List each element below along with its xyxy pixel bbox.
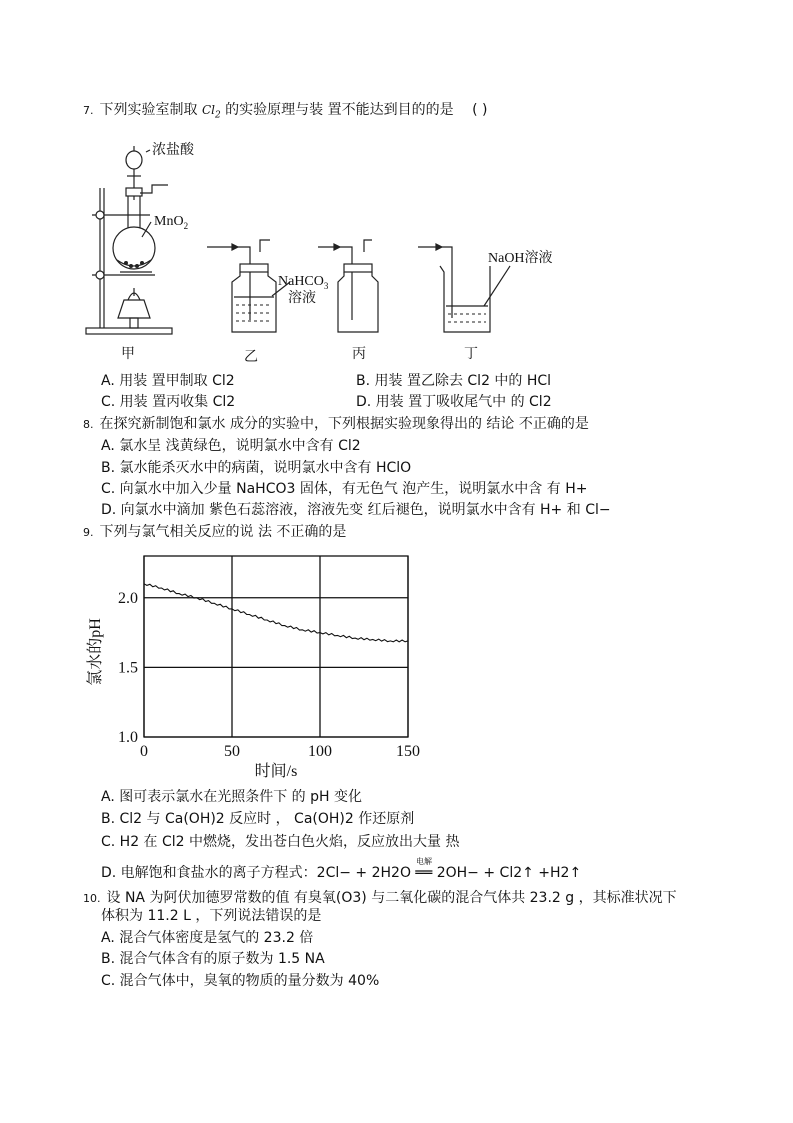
q9-option-a: A. 图可表示氯水在光照条件下 的 pH 变化 (101, 789, 362, 805)
chart-y-tick-label: 2.0 (118, 589, 138, 607)
q10-stem-line1 (83, 889, 677, 908)
q8-option-a: A. 氯水呈 浅黄绿色，说明氯水中含有 Cl2 (101, 438, 361, 454)
label-solution: 溶液 (288, 291, 316, 306)
label-yi: 乙 (244, 350, 258, 365)
label-bing: 丙 (352, 347, 366, 362)
q7-stem-part1: 下列实验室制取 (99, 102, 198, 118)
chart-x-tick-label: 100 (308, 743, 332, 760)
q8-stem (83, 415, 589, 434)
q8-option-d: D. 向氯水中滴加 紫色石蕊溶液，溶液先变 红后褪色，说明氯水中含有 H+ 和 Cl− (101, 502, 611, 518)
chart-y-tick-label: 1.5 (118, 659, 138, 677)
q7-stem-cl2: $Cl_2$ (201, 103, 221, 121)
label-naoh: NaOH溶液 (488, 251, 553, 266)
q9-stem (83, 523, 346, 542)
label-nahco3: NaHCO$_3$ (278, 274, 329, 291)
chart-x-tick-label: 50 (224, 743, 240, 760)
electrolysis-label: 电解 (416, 857, 432, 866)
q7-stem-part2: 的实验原理与装 置不能达到目的的是 (225, 102, 454, 118)
chart-x-tick-label: 0 (140, 743, 148, 760)
q9-stem-text: 下列与氯气相关反应的说 法 不正确的是 (99, 524, 347, 540)
q7-option-d: D. 用装 置丁吸收尾气中 的 Cl2 (356, 394, 552, 410)
q10-stem-line2: 体积为 11.2 L ，下列说法错误的是 (101, 908, 322, 924)
q8-option-b: B. 氯水能杀灭水中的病菌，说明氯水中含有 HClO (101, 460, 412, 476)
label-jia: 甲 (121, 347, 135, 362)
q10-option-a: A. 混合气体密度是氢气的 23.2 倍 (101, 930, 314, 946)
label-conc-hcl: 浓盐酸 (152, 143, 194, 158)
q7-option-a: A. 用装 置甲制取 Cl2 (101, 373, 235, 389)
q7-number: 7. (83, 104, 94, 117)
q9-option-b: B. Cl2 与 Ca(OH)2 反应时 ， Ca(OH)2 作还原剂 (101, 811, 415, 827)
label-mno2: MnO$_2$ (154, 214, 189, 231)
q9-number: 9. (83, 526, 94, 539)
chart-x-tick-label: 150 (396, 743, 420, 760)
q10-option-b: B. 混合气体含有的原子数为 1.5 NA (101, 951, 325, 967)
q8-stem-text: 在探究新制饱和氯水 成分的实验中，下列根据实验现象得出的 结论 不正确的是 (99, 416, 589, 432)
q7-option-c: C. 用装 置丙收集 Cl2 (101, 394, 236, 410)
chart-y-tick-label: 1.0 (118, 729, 138, 746)
q9-option-c: C. H2 在 Cl2 中燃烧，发出苍白色火焰，反应放出大量 热 (101, 834, 460, 850)
q8-option-c: C. 向氯水中加入少量 NaHCO3 固体，有无色气 泡产生，说明氯水中含 有 H+ (101, 481, 588, 497)
q10-stem-text1: 设 NA 为阿伏加德罗常数的值 有臭氧(O3) 与二氧化碳的混合气体共 23.2 g ，其标准状况下 (106, 890, 677, 906)
label-ding: 丁 (464, 347, 478, 362)
q10-number: 10. (83, 892, 101, 905)
chart-x-label: 时间/s (254, 763, 298, 780)
q8-number: 8. (83, 418, 94, 431)
q9-option-d: D. 电解饱和食盐水的离子方程式：2Cl− + 2H2O ══ 2OH− + Cl2↑ +H2↑ (101, 865, 582, 881)
q10-option-c: C. 混合气体中，臭氧的物质的量分数为 40% (101, 973, 380, 989)
q7-answer-blank: ( ) (472, 102, 488, 118)
q7-option-b: B. 用装 置乙除去 Cl2 中的 HCl (356, 373, 552, 389)
chart-y-label: 氯水的pH (87, 618, 104, 686)
